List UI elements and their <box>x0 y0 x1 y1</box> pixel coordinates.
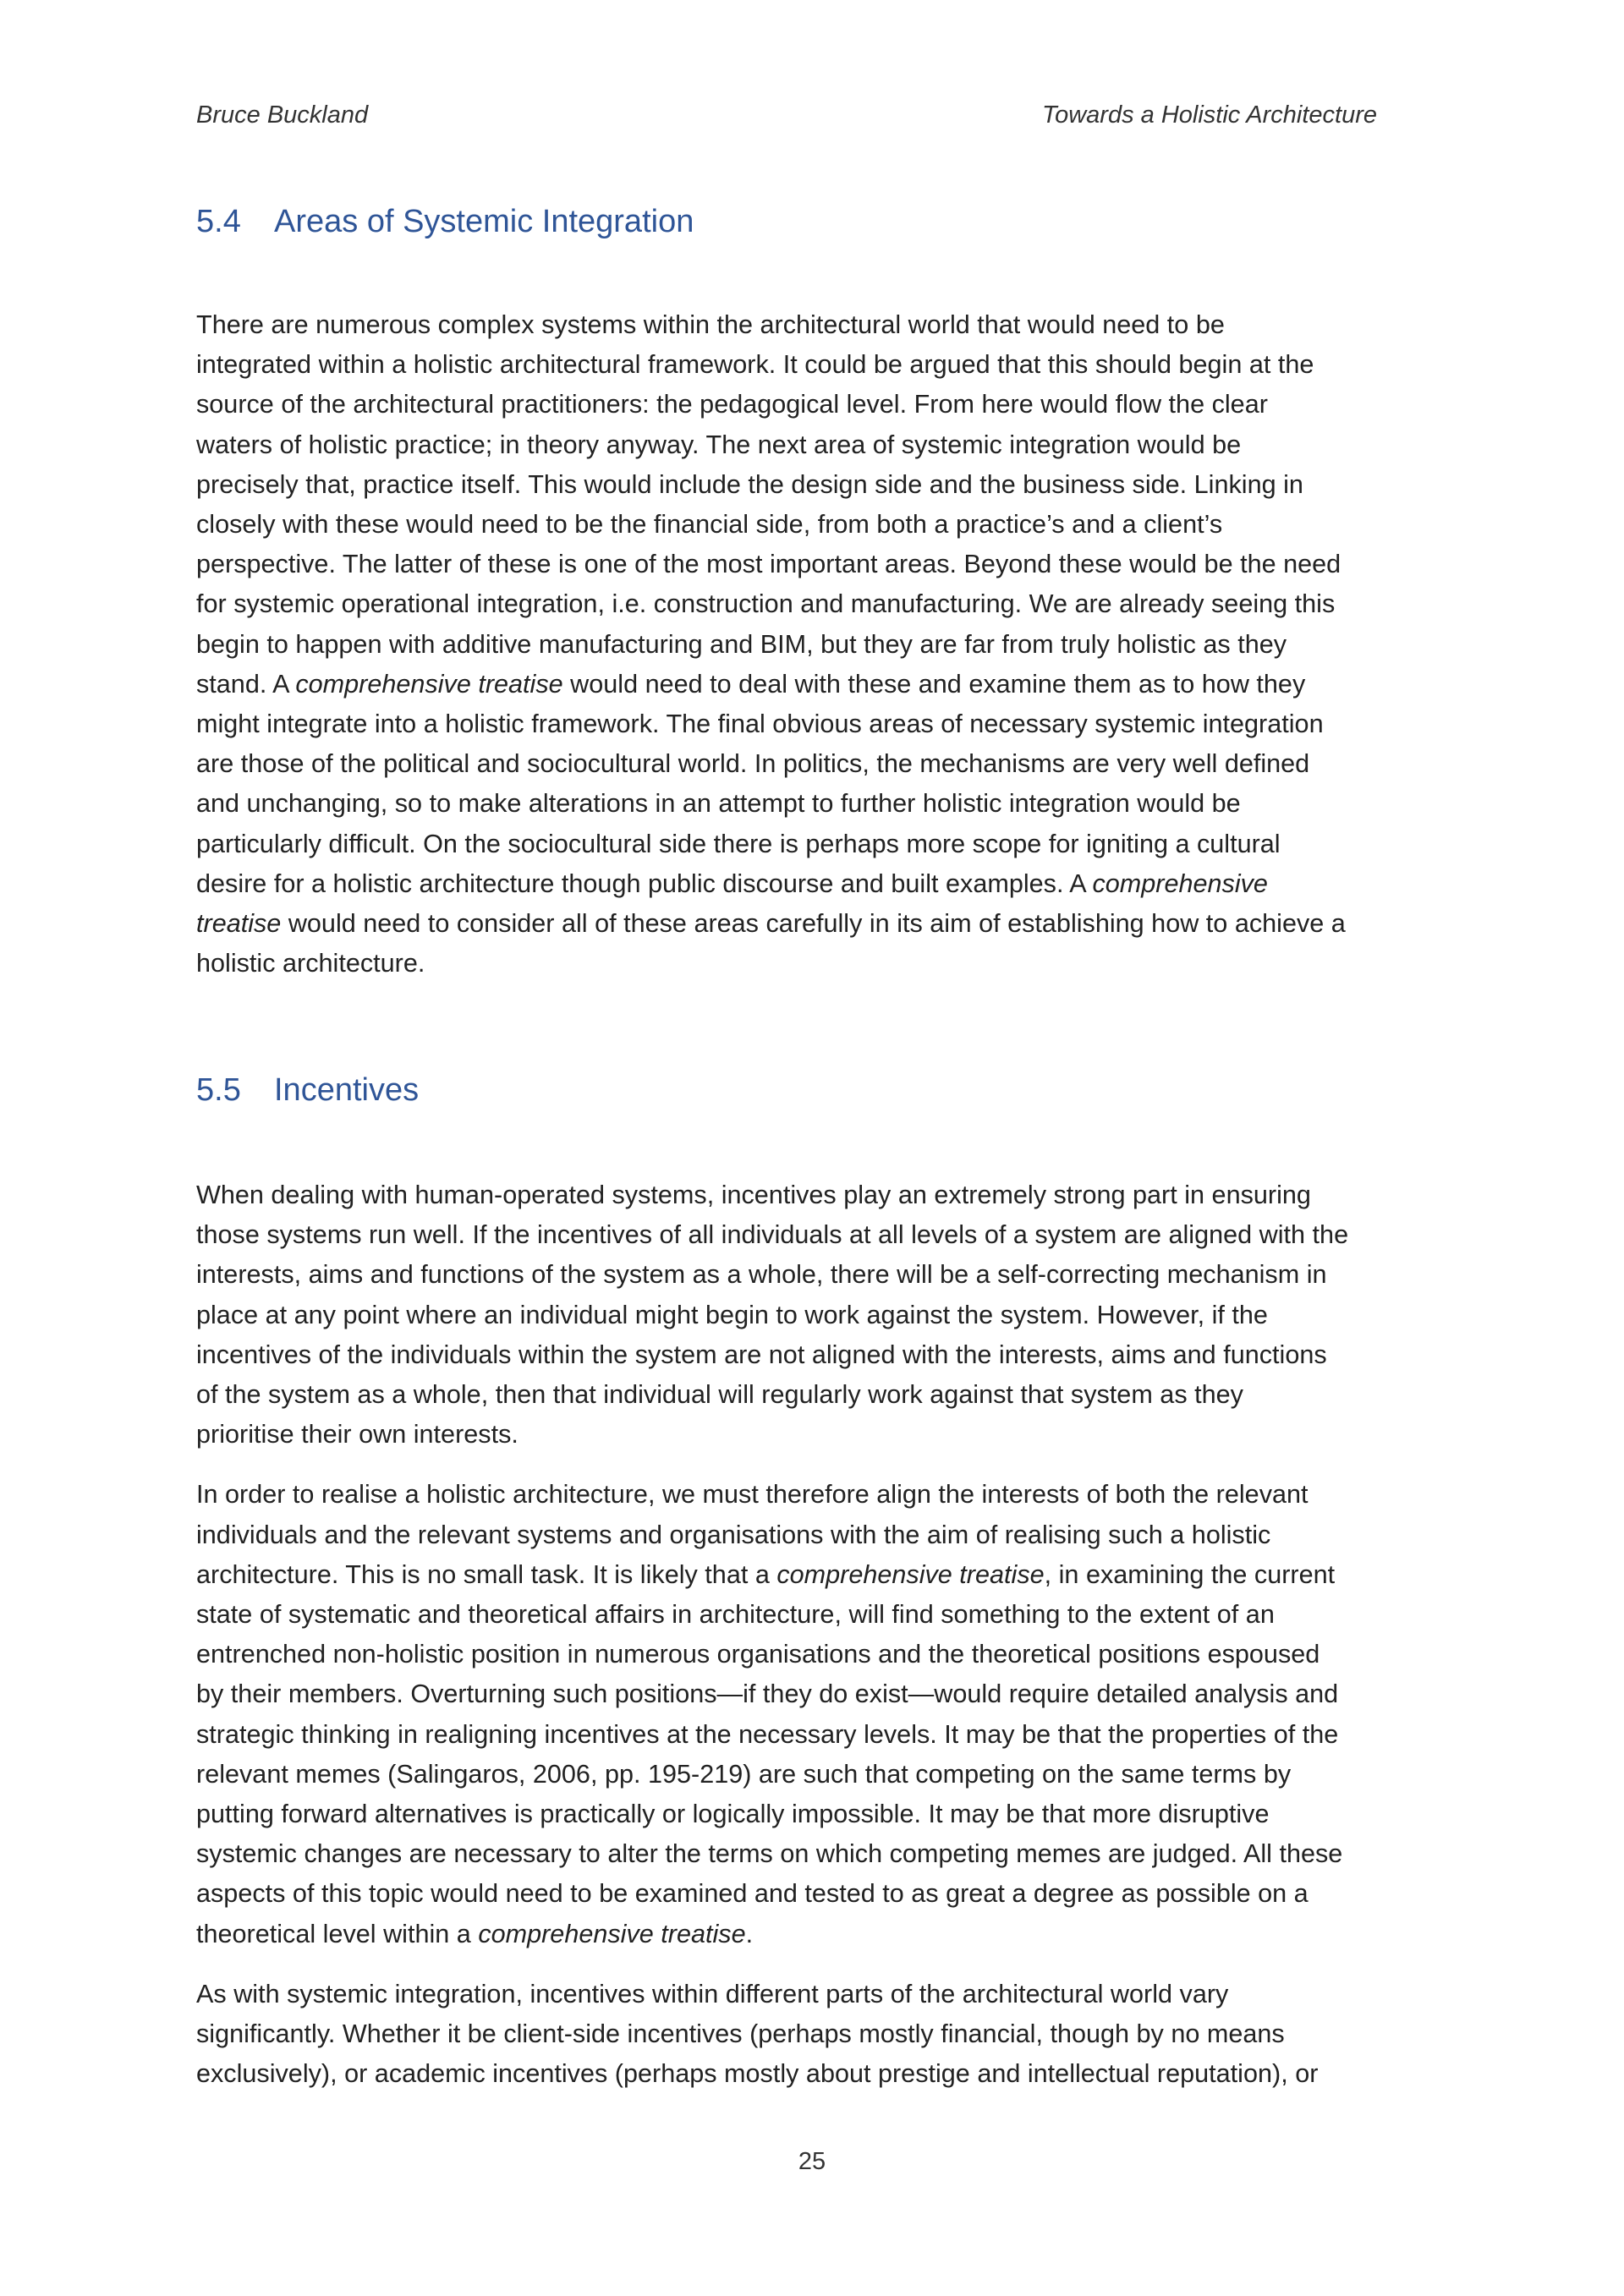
text-line <box>196 1335 1440 1375</box>
text-line <box>196 2014 1440 2054</box>
italic-text: comprehensive treatise <box>776 1559 1045 1589</box>
text-line <box>196 1595 1440 1635</box>
text-line <box>196 784 1440 824</box>
text-run: , in examining the current <box>1044 1559 1336 1589</box>
text-line <box>196 1795 1440 1834</box>
running-header <box>196 96 1377 134</box>
text-run: . <box>745 1919 754 1948</box>
text-run: incentives of the individuals within the system are not aligned with the interests, aims and functions <box>196 1340 1327 1369</box>
text-line <box>196 584 1440 624</box>
text-run: waters of holistic practice; in theory anyway. The next area of systemic integration would be <box>196 430 1242 459</box>
text-line <box>196 1215 1440 1255</box>
text-line <box>196 1296 1440 1335</box>
text-run: When dealing with human-operated systems, incentives play an extremely strong part in ensuring <box>196 1181 1311 1209</box>
text-line <box>196 665 1440 704</box>
text-run: state of systematic and theoretical affairs in architecture, will find something to the extent of an <box>196 1600 1275 1630</box>
text-line <box>196 1674 1440 1714</box>
page-number: 25 <box>798 2148 826 2175</box>
text-run: aspects of this topic would need to be examined and tested to as great a degree as possible on a <box>196 1879 1309 1909</box>
text-line <box>196 704 1440 744</box>
text-line <box>196 625 1440 665</box>
text-line <box>196 425 1440 465</box>
text-line <box>196 1175 1440 1215</box>
text-run: theoretical level within a <box>196 1919 479 1948</box>
header-author: Bruce Buckland <box>196 101 369 129</box>
section-heading-5-5 <box>196 1069 419 1111</box>
text-run: architecture. This is no small task. It is likely that a <box>196 1559 777 1589</box>
text-run: would need to deal with these and examine them as to how they <box>562 669 1306 699</box>
text-line <box>196 864 1440 904</box>
text-run: precisely that, practice itself. This would include the design side and the business side. Linking in <box>196 469 1303 499</box>
text-line <box>196 1475 1440 1515</box>
text-run: particularly difficult. On the sociocultural side there is perhaps more scope for igniting a cultural <box>196 829 1281 858</box>
text-run: relevant memes (Salingaros, 2006, pp. 195-219) are such that competing on the same terms by <box>196 1759 1292 1789</box>
text-run: significantly. Whether it be client-side incentives (perhaps mostly financial, though by no means <box>196 2019 1285 2049</box>
text-run: individuals and the relevant systems and organisations with the aim of realising such a holistic <box>196 1520 1271 1549</box>
text-line <box>196 505 1440 545</box>
header-title: Towards a Holistic Architecture <box>1042 101 1377 129</box>
text-line <box>196 944 1440 984</box>
text-line <box>196 1515 1440 1555</box>
text-line <box>196 1555 1440 1595</box>
text-run: those systems run well. If the incentives of all individuals at all levels of a system are aligned with the <box>196 1220 1349 1250</box>
text-line <box>196 1975 1440 2014</box>
text-run: interests, aims and functions of the system as a whole, there will be a self-correcting mechanism in <box>196 1260 1327 1290</box>
text-run: prioritise their own interests. <box>196 1420 518 1449</box>
text-line <box>196 1874 1440 1914</box>
text-run: As with systemic integration, incentives within different parts of the architectural world vary <box>196 1979 1229 2008</box>
text-run: perspective. The latter of these is one of the most important areas. Beyond these would be the need <box>196 550 1341 579</box>
text-line <box>196 1375 1440 1415</box>
text-line <box>196 904 1440 944</box>
text-line <box>196 305 1440 345</box>
section-number: 5.5 <box>196 1072 241 1108</box>
text-line <box>196 744 1440 784</box>
text-run: integrated within a holistic architectural framework. It could be argued that this should begin at the <box>196 350 1314 380</box>
text-run: begin to happen with additive manufacturing and BIM, but they are far from truly holistic as they <box>196 629 1287 659</box>
text-run: and unchanging, so to make alterations in an attempt to further holistic integration would be <box>196 789 1241 819</box>
text-run: place at any point where an individual might begin to work against the system. However, if the <box>196 1300 1268 1329</box>
text-run: would need to consider all of these areas carefully in its aim of establishing how to achieve a <box>281 909 1346 939</box>
text-run: entrenched non-holistic position in numerous organisations and the theoretical positions espoused <box>196 1640 1320 1669</box>
text-run: for systemic operational integration, i.e. construction and manufacturing. We are already seeing this <box>196 589 1336 619</box>
text-run: In order to realise a holistic architecture, we must therefore align the interests of both the relevant <box>196 1480 1309 1510</box>
italic-text: comprehensive <box>1092 869 1268 898</box>
text-line <box>196 1255 1440 1295</box>
text-line <box>196 465 1440 505</box>
text-line <box>196 345 1440 385</box>
text-run: by their members. Overturning such positions—if they do exist—would require detailed analysis and <box>196 1680 1339 1709</box>
section-5-5-body <box>196 1175 1440 2094</box>
text-run: strategic thinking in realigning incentives at the necessary levels. It may be that the properties of the <box>196 1719 1339 1749</box>
text-run: closely with these would need to be the financial side, from both a practice’s and a client’s <box>196 510 1223 540</box>
text-line <box>196 1755 1440 1795</box>
italic-text: comprehensive treatise <box>478 1919 746 1948</box>
section-heading-5-4 <box>196 200 694 243</box>
text-line <box>196 545 1440 584</box>
text-line <box>196 1415 1440 1455</box>
text-run: systemic changes are necessary to alter the terms on which competing memes are judged. All these <box>196 1839 1343 1869</box>
text-line <box>196 825 1440 864</box>
text-line <box>196 1715 1440 1755</box>
text-run: of the system as a whole, then that individual will regularly work against that system as they <box>196 1380 1243 1410</box>
section-title-text: Incentives <box>274 1072 420 1108</box>
italic-text: comprehensive treatise <box>295 669 563 699</box>
text-run: might integrate into a holistic framework. The final obvious areas of necessary systemic integration <box>196 710 1324 739</box>
section-title-text: Areas of Systemic Integration <box>274 204 694 239</box>
text-line <box>196 1915 1440 1954</box>
section-number: 5.4 <box>196 204 241 239</box>
text-run: source of the architectural practitioners: the pedagogical level. From here would flow the clear <box>196 390 1268 419</box>
text-run: desire for a holistic architecture though public discourse and built examples. A <box>196 869 1093 898</box>
text-run: putting forward alternatives is practically or logically impossible. It may be that more disruptive <box>196 1800 1270 1829</box>
text-run: stand. A <box>196 669 296 699</box>
text-run: There are numerous complex systems within the architectural world that would need to be <box>196 310 1225 339</box>
section-5-4-body <box>196 305 1440 984</box>
text-run: exclusively), or academic incentives (perhaps mostly about prestige and intellectual reputation), or <box>196 2059 1319 2089</box>
text-line <box>196 1834 1440 1874</box>
text-run: holistic architecture. <box>196 949 425 978</box>
italic-text: treatise <box>196 909 282 939</box>
text-line <box>196 2054 1440 2094</box>
text-line <box>196 1635 1440 1674</box>
text-run: are those of the political and sociocultural world. In politics, the mechanisms are very well defined <box>196 749 1310 779</box>
text-line <box>196 385 1440 425</box>
